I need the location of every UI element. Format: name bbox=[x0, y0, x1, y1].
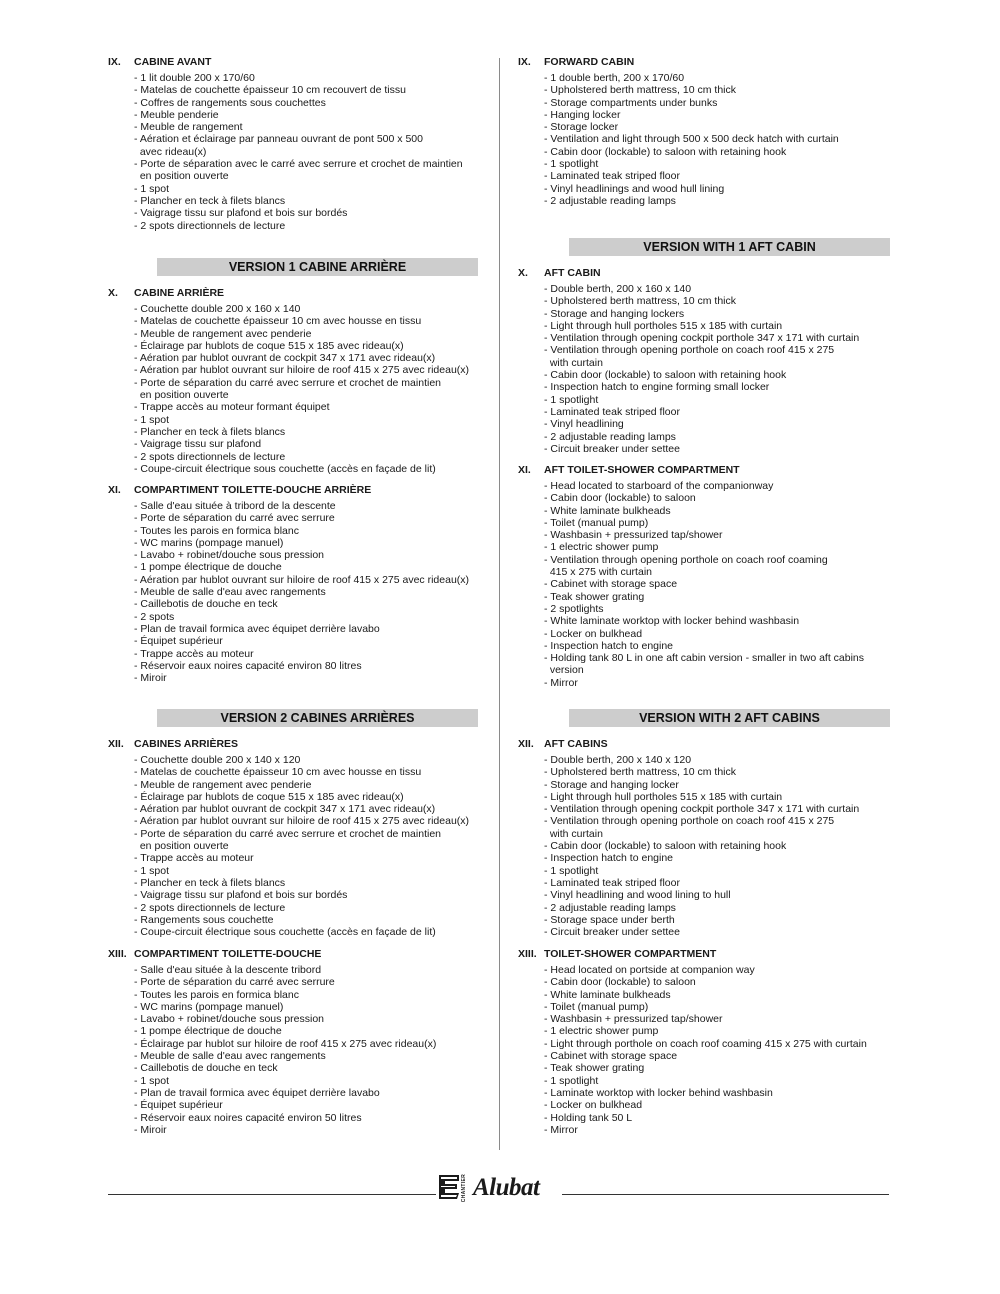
list-item: - Coffres de rangements sous couchettes bbox=[134, 96, 326, 109]
list-item: - Locker on bulkhead bbox=[544, 1099, 643, 1112]
shipyard-emblem-icon bbox=[437, 1172, 461, 1202]
list-item: - 1 spotlight bbox=[544, 158, 599, 171]
list-item: - Double berth, 200 x 140 x 120 bbox=[544, 754, 692, 766]
section-title: TOILET-SHOWER COMPARTMENT bbox=[544, 948, 717, 960]
list-item: - Éclairage par hublots de coque 515 x 185 avec rideau(x) bbox=[134, 339, 404, 352]
item-list bbox=[518, 480, 898, 689]
list-item: - Inspection hatch to engine bbox=[544, 639, 674, 652]
list-item: - 1 electric shower pump bbox=[544, 1025, 659, 1038]
section-number: IX. bbox=[108, 56, 121, 68]
list-item: - Storage and hanging locker bbox=[544, 778, 679, 791]
section-heading bbox=[518, 738, 898, 751]
section-cabines-arrieres bbox=[108, 738, 488, 938]
section-cabine-arriere bbox=[108, 287, 488, 475]
logo-subtext: CHANTIER bbox=[461, 1174, 467, 1203]
list-item: - Washbasin + pressurized tap/shower bbox=[544, 529, 723, 542]
list-item: - Ventilation through opening cockpit porthole 347 x 171 with curtain bbox=[544, 332, 860, 345]
section-title: COMPARTIMENT TOILETTE-DOUCHE bbox=[134, 948, 322, 960]
list-item: - Porte de séparation du carré avec serrure bbox=[134, 976, 335, 989]
section-title: CABINES ARRIÈRES bbox=[134, 738, 239, 750]
list-item: - Aération par hublot ouvrant de cockpit 347 x 171 avec rideau(x) bbox=[134, 803, 436, 816]
list-item: - Équipet supérieur bbox=[134, 635, 223, 648]
list-item: - Hanging locker bbox=[544, 108, 621, 121]
section-aft-cabin bbox=[518, 267, 898, 455]
list-item: - Inspection hatch to engine forming small locker bbox=[544, 381, 770, 394]
item-list bbox=[518, 754, 898, 938]
section-heading bbox=[518, 464, 898, 477]
section-number: XIII. bbox=[518, 948, 537, 960]
column-divider bbox=[499, 58, 500, 1150]
section-title: FORWARD CABIN bbox=[544, 56, 635, 68]
section-toilette-arriere bbox=[108, 484, 488, 684]
list-item: - Plancher en teck à filets blancs bbox=[134, 425, 286, 438]
list-item: - Mirror bbox=[544, 1123, 578, 1136]
list-item: - Head located to starboard of the companionway bbox=[544, 480, 774, 492]
version-banner: VERSION WITH 2 AFT CABINS bbox=[569, 709, 890, 727]
section-heading bbox=[518, 56, 898, 69]
list-item: - Laminated teak striped floor bbox=[544, 876, 680, 889]
list-item: - Lavabo + robinet/douche sous pression bbox=[134, 1013, 324, 1026]
list-item: - Meuble de rangement avec penderie bbox=[134, 778, 312, 791]
list-item: - Upholstered berth mattress, 10 cm thick bbox=[544, 766, 736, 779]
list-item: - Toutes les parois en formica blanc bbox=[134, 988, 299, 1001]
footer-rule-right bbox=[562, 1194, 889, 1195]
section-number: X. bbox=[518, 267, 528, 279]
alubat-logo bbox=[437, 1170, 561, 1206]
list-item: - Double berth, 200 x 160 x 140 bbox=[544, 283, 692, 295]
list-item: - Ventilation through opening porthole on coach roof coaming 415 x 275 with curtain bbox=[544, 553, 828, 579]
list-item: - 1 pompe électrique de douche bbox=[134, 1025, 282, 1038]
item-list bbox=[518, 72, 898, 207]
version-banner: VERSION 2 CABINES ARRIÈRES bbox=[157, 709, 478, 727]
section-number: X. bbox=[108, 287, 118, 299]
item-list bbox=[108, 964, 488, 1136]
list-item: - Caillebotis de douche en teck bbox=[134, 598, 278, 611]
list-item: - 1 lit double 200 x 170/60 bbox=[134, 72, 255, 84]
list-item: - 1 spotlight bbox=[544, 1074, 599, 1087]
list-item: - White laminate bulkheads bbox=[544, 988, 671, 1001]
list-item: - Inspection hatch to engine bbox=[544, 852, 674, 865]
list-item: - Miroir bbox=[134, 672, 167, 685]
list-item: - 2 adjustable reading lamps bbox=[544, 901, 676, 914]
list-item: - Couchette double 200 x 140 x 120 bbox=[134, 754, 301, 766]
list-item: - Porte de séparation du carré avec serrure et crochet de maintien en position ouverte bbox=[134, 376, 441, 402]
list-item: - Vaigrage tissu sur plafond et bois sur bordés bbox=[134, 207, 348, 220]
list-item: - Meuble penderie bbox=[134, 108, 219, 121]
list-item: - Salle d'eau située à tribord de la descente bbox=[134, 500, 336, 512]
list-item: - Teak shower grating bbox=[544, 590, 645, 603]
section-aft-cabins bbox=[518, 738, 898, 938]
list-item: - Vinyl headlining bbox=[544, 418, 624, 431]
section-number: IX. bbox=[518, 56, 531, 68]
list-item: - Caillebotis de douche en teck bbox=[134, 1062, 278, 1075]
list-item: - Circuit breaker under settee bbox=[544, 442, 680, 455]
list-item: - Meuble de salle d'eau avec rangements bbox=[134, 586, 326, 599]
list-item: - Cabin door (lockable) to saloon with retaining hook bbox=[544, 840, 787, 853]
list-item: - Réservoir eaux noires capacité environ 50 litres bbox=[134, 1111, 362, 1124]
list-item: - 2 spots directionnels de lecture bbox=[134, 219, 286, 232]
list-item: - Aération par hublot ouvrant sur hiloire de roof 415 x 275 avec rideau(x) bbox=[134, 573, 470, 586]
list-item: - Plan de travail formica avec équipet derrière lavabo bbox=[134, 1086, 380, 1099]
section-title: AFT CABIN bbox=[544, 267, 601, 279]
item-list bbox=[518, 283, 898, 455]
section-toilet bbox=[518, 948, 898, 1136]
list-item: - Light through hull portholes 515 x 185 with curtain bbox=[544, 319, 783, 332]
list-item: - Plancher en teck à filets blancs bbox=[134, 876, 286, 889]
list-item: - Trappe accès au moteur bbox=[134, 647, 254, 660]
section-number: XII. bbox=[108, 738, 124, 750]
list-item: - Teak shower grating bbox=[544, 1062, 645, 1075]
item-list bbox=[518, 964, 898, 1136]
list-item: - Coupe-circuit électrique sous couchette (accès en façade de lit) bbox=[134, 462, 436, 475]
version-banner: VERSION WITH 1 AFT CABIN bbox=[569, 238, 890, 256]
section-title: COMPARTIMENT TOILETTE-DOUCHE ARRIÈRE bbox=[134, 484, 372, 496]
list-item: - Holding tank 50 L bbox=[544, 1111, 633, 1124]
section-number: XI. bbox=[518, 464, 531, 476]
section-heading bbox=[108, 738, 488, 751]
list-item: - Vinyl headlinings and wood hull lining bbox=[544, 182, 725, 195]
list-item: - Vaigrage tissu sur plafond bbox=[134, 438, 262, 451]
list-item: - Holding tank 80 L in one aft cabin version - smaller in two aft cabins version bbox=[544, 652, 865, 677]
list-item: - Salle d'eau située à la descente tribord bbox=[134, 964, 322, 976]
list-item: - Matelas de couchette épaisseur 10 cm avec housse en tissu bbox=[134, 315, 422, 328]
list-item: - Storage and hanging lockers bbox=[544, 307, 685, 320]
list-item: - Porte de séparation du carré avec serrure bbox=[134, 512, 335, 525]
section-number: XIII. bbox=[108, 948, 127, 960]
list-item: - Vinyl headlining and wood lining to hull bbox=[544, 889, 731, 902]
list-item: - Ventilation through opening porthole on coach roof 415 x 275 with curtain bbox=[544, 344, 835, 369]
list-item: - 1 pompe électrique de douche bbox=[134, 561, 282, 574]
list-item: - White laminate bulkheads bbox=[544, 504, 671, 517]
list-item: - Ventilation through opening porthole on coach roof 415 x 275 with curtain bbox=[544, 815, 835, 840]
section-number: XI. bbox=[108, 484, 121, 496]
list-item: - Coupe-circuit électrique sous couchette (accès en façade de lit) bbox=[134, 926, 436, 939]
list-item: - 2 spots directionnels de lecture bbox=[134, 450, 286, 463]
list-item: - Meuble de salle d'eau avec rangements bbox=[134, 1050, 326, 1063]
list-item: - Plancher en teck à filets blancs bbox=[134, 194, 286, 207]
list-item: - Head located on portside at companion way bbox=[544, 964, 755, 976]
list-item: - Réservoir eaux noires capacité environ 80 litres bbox=[134, 659, 362, 672]
list-item: - Miroir bbox=[134, 1123, 167, 1136]
list-item: - Toilet (manual pump) bbox=[544, 1000, 649, 1013]
list-item: - Aération par hublot ouvrant sur hiloire de roof 415 x 275 avec rideau(x) bbox=[134, 364, 470, 377]
list-item: - Matelas de couchette épaisseur 10 cm recouvert de tissu bbox=[134, 84, 406, 97]
list-item: - 1 electric shower pump bbox=[544, 541, 659, 554]
list-item: - Upholstered berth mattress, 10 cm thick bbox=[544, 84, 736, 97]
list-item: - WC marins (pompage manuel) bbox=[134, 536, 284, 549]
section-heading bbox=[518, 267, 898, 280]
list-item: - Aération par hublot ouvrant de cockpit 347 x 171 avec rideau(x) bbox=[134, 352, 436, 365]
list-item: - 1 spotlight bbox=[544, 864, 599, 877]
list-item: - Meuble de rangement bbox=[134, 121, 243, 134]
section-cabine-avant bbox=[108, 56, 488, 232]
section-title: AFT CABINS bbox=[544, 738, 608, 750]
list-item: - Light through porthole on coach roof coaming 415 x 275 with curtain bbox=[544, 1037, 867, 1050]
list-item: - Éclairage par hublots de coque 515 x 185 avec rideau(x) bbox=[134, 790, 404, 803]
list-item: - Cabin door (lockable) to saloon with retaining hook bbox=[544, 145, 787, 158]
list-item: - Storage compartments under bunks bbox=[544, 96, 718, 109]
logo-wordmark: Alubat bbox=[473, 1174, 540, 1201]
section-forward-cabin bbox=[518, 56, 898, 207]
section-number: XII. bbox=[518, 738, 534, 750]
list-item: - Ventilation and light through 500 x 500 deck hatch with curtain bbox=[544, 133, 839, 146]
list-item: - Cabin door (lockable) to saloon bbox=[544, 976, 696, 989]
list-item: - 1 spot bbox=[134, 413, 170, 426]
list-item: - Aération par hublot ouvrant sur hiloire de roof 415 x 275 avec rideau(x) bbox=[134, 815, 470, 828]
list-item: - 2 spots directionnels de lecture bbox=[134, 901, 286, 914]
section-toilette bbox=[108, 948, 488, 1136]
list-item: - Toutes les parois en formica blanc bbox=[134, 524, 299, 537]
list-item: - Équipet supérieur bbox=[134, 1099, 223, 1112]
section-aft-toilet bbox=[518, 464, 898, 689]
section-heading bbox=[108, 484, 488, 497]
list-item: - Éclairage par hublot sur hiloire de roof 415 x 275 avec rideau(x) bbox=[134, 1037, 437, 1050]
section-heading bbox=[108, 287, 488, 300]
list-item: - Mirror bbox=[544, 676, 578, 689]
version-banner: VERSION 1 CABINE ARRIÈRE bbox=[157, 258, 478, 276]
list-item: - 1 spotlight bbox=[544, 393, 599, 406]
list-item: - Light through hull portholes 515 x 185 with curtain bbox=[544, 790, 783, 803]
list-item: - 2 adjustable reading lamps bbox=[544, 430, 676, 443]
list-item: - Laminated teak striped floor bbox=[544, 170, 680, 183]
section-heading bbox=[108, 56, 488, 69]
section-title: CABINE ARRIÈRE bbox=[134, 287, 225, 299]
list-item: - Lavabo + robinet/douche sous pression bbox=[134, 549, 324, 562]
section-title: AFT TOILET-SHOWER COMPARTMENT bbox=[544, 464, 740, 476]
list-item: - Laminate worktop with locker behind washbasin bbox=[544, 1086, 773, 1099]
list-item: - Trappe accès au moteur formant équipet bbox=[134, 401, 330, 414]
list-item: - Toilet (manual pump) bbox=[544, 516, 649, 529]
section-heading bbox=[108, 948, 488, 961]
list-item: - Vaigrage tissu sur plafond et bois sur bordés bbox=[134, 889, 348, 902]
list-item: - Ventilation through opening cockpit porthole 347 x 171 with curtain bbox=[544, 803, 860, 816]
list-item: - Porte de séparation du carré avec serrure et crochet de maintien en position ouverte bbox=[134, 827, 441, 853]
item-list bbox=[108, 72, 488, 232]
list-item: - Cabin door (lockable) to saloon with retaining hook bbox=[544, 369, 787, 382]
list-item: - Circuit breaker under settee bbox=[544, 926, 680, 939]
item-list bbox=[108, 303, 488, 475]
list-item: - 1 spot bbox=[134, 1074, 170, 1087]
list-item: - Cabin door (lockable) to saloon bbox=[544, 492, 696, 505]
list-item: - Rangements sous couchette bbox=[134, 913, 274, 926]
list-item: - 2 spots bbox=[134, 610, 175, 623]
list-item: - Porte de séparation avec le carré avec serrure et crochet de maintien en position ouverte bbox=[134, 158, 463, 183]
list-item: - Plan de travail formica avec équipet derrière lavabo bbox=[134, 622, 380, 635]
list-item: - Washbasin + pressurized tap/shower bbox=[544, 1013, 723, 1026]
list-item: - 1 spot bbox=[134, 864, 170, 877]
list-item: - 1 spot bbox=[134, 182, 170, 195]
list-item: - 2 adjustable reading lamps bbox=[544, 194, 676, 207]
list-item: - Laminated teak striped floor bbox=[544, 405, 680, 418]
list-item: - Locker on bulkhead bbox=[544, 627, 643, 640]
list-item: - Matelas de couchette épaisseur 10 cm avec housse en tissu bbox=[134, 766, 422, 779]
list-item: - Trappe accès au moteur bbox=[134, 852, 254, 865]
list-item: - Storage space under berth bbox=[544, 913, 675, 926]
item-list bbox=[108, 754, 488, 938]
list-item: - White laminate worktop with locker behind washbasin bbox=[544, 615, 800, 628]
list-item: - Storage locker bbox=[544, 121, 619, 134]
list-item: - Couchette double 200 x 160 x 140 bbox=[134, 303, 301, 315]
list-item: - Cabinet with storage space bbox=[544, 1050, 678, 1063]
list-item: - Meuble de rangement avec penderie bbox=[134, 327, 312, 340]
list-item: - 2 spotlights bbox=[544, 602, 604, 615]
section-heading bbox=[518, 948, 898, 961]
item-list bbox=[108, 500, 488, 684]
list-item: - 1 double berth, 200 x 170/60 bbox=[544, 72, 685, 84]
section-title: CABINE AVANT bbox=[134, 56, 212, 68]
footer-rule-left bbox=[108, 1194, 436, 1195]
list-item: - WC marins (pompage manuel) bbox=[134, 1000, 284, 1013]
list-item: - Cabinet with storage space bbox=[544, 578, 678, 591]
list-item: - Aération et éclairage par panneau ouvrant de pont 500 x 500 avec rideau(x) bbox=[134, 133, 423, 158]
list-item: - Upholstered berth mattress, 10 cm thick bbox=[544, 295, 736, 308]
